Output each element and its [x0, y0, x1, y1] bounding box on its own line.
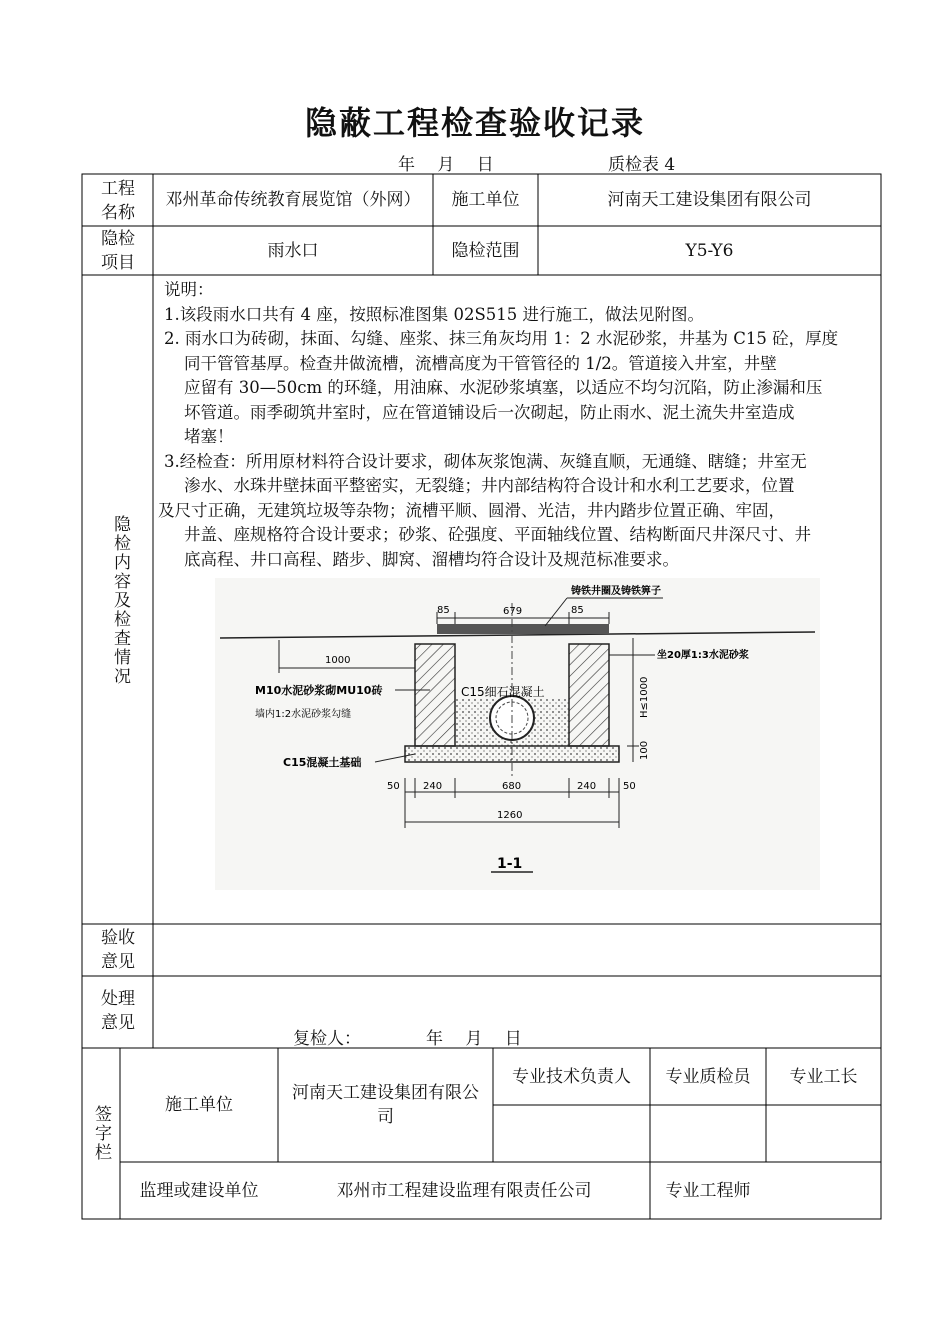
cast-iron-cover: [437, 624, 609, 634]
inspection-range-label: 隐检范围: [451, 240, 520, 261]
header-date: 年 月 日: [398, 155, 494, 175]
desc-line: 坏管道。雨季砌筑井室时，应在管道铺设后一次砌起，防止雨水、泥土流失井室造成: [184, 402, 795, 422]
depth-label: H≤1000: [639, 676, 650, 718]
qc-inspector-label: 专业质检员: [665, 1066, 751, 1087]
section-label: 1-1: [497, 856, 523, 872]
desc-line: 1.该段雨水口共有 4 座，按照标准图集 02S515 进行施工，做法见附图。: [164, 304, 705, 324]
dim-50-right: 50: [623, 781, 636, 792]
right-brick-wall: [569, 644, 609, 746]
desc-line: 井盖、座规格符合设计要求；砂浆、砼强度、平面轴线位置、结构断面尺井深尺寸、井: [184, 525, 811, 544]
desc-line: 3.经检查：所用原材料符合设计要求，砌体灰浆饱满、灰缝直顺，无通缝、瞎缝；井室无: [164, 451, 807, 471]
mortar-label: 坐20厚1:3水泥砂浆: [657, 650, 749, 661]
construction-unit-sign-value: 河南天工建设集团有限公司: [292, 1083, 479, 1127]
desc-line: 堵塞！: [184, 427, 234, 446]
construction-unit-sign-label: 施工单位: [165, 1095, 233, 1115]
inspection-item-value: 雨水口: [267, 240, 319, 261]
construction-unit-label: 施工单位: [451, 190, 520, 210]
cover-label: 铸铁井圈及铸铁箅子: [571, 586, 661, 597]
foreman-label: 专业工长: [789, 1066, 858, 1087]
acceptance-opinion-label: 验收意见: [101, 928, 135, 972]
form-number: 质检表 4: [608, 155, 676, 175]
dim-679: 679: [503, 606, 523, 617]
content-label: 隐检内容及检查情况: [110, 514, 130, 686]
tech-lead-label: 专业技术负责人: [512, 1066, 631, 1087]
infill-label: C15细石混凝土: [461, 685, 545, 699]
desc-line: 渗水、水珠井壁抹面平整密实，无裂缝；井内部结构符合设计和水利工艺要求，位置: [184, 476, 795, 495]
desc-line: 说明：: [164, 280, 214, 299]
engineer-label: 专业工程师: [665, 1180, 751, 1201]
supervision-unit-value: 邓州市工程建设监理有限责任公司: [336, 1180, 592, 1201]
page-title: 隐蔽工程检查验收记录: [304, 104, 645, 142]
project-name-label: 工程名称: [101, 178, 135, 223]
dim-1000: 1000: [325, 655, 351, 666]
dim-50-left: 50: [387, 781, 400, 792]
rainwater-inlet-section-drawing: [215, 578, 820, 890]
wall-label-1: M10水泥砂浆砌MU10砖: [255, 684, 383, 697]
dim-1260: 1260: [497, 810, 523, 821]
wall-label-2: 墙内1:2水泥砂浆勾缝: [255, 709, 352, 720]
inspection-range-value: Y5-Y6: [685, 240, 734, 261]
dim-85-left: 85: [437, 605, 450, 616]
project-name-value: 邓州革命传统教育展览馆（外网）: [165, 190, 421, 210]
dim-240-left: 240: [423, 781, 443, 792]
recheck-date: 年 月 日: [426, 1029, 522, 1049]
supervision-unit-label: 监理或建设单位: [139, 1180, 259, 1201]
inspection-item-label: 隐检项目: [101, 229, 135, 273]
dim-85-right: 85: [571, 605, 584, 616]
dim-240-right: 240: [577, 781, 597, 792]
construction-unit-value: 河南天工建设集团有限公司: [607, 190, 812, 210]
left-brick-wall: [415, 644, 455, 746]
desc-line: 底高程、井口高程、踏步、脚窝、溜槽均符合设计及规范标准要求。: [184, 549, 679, 569]
handling-opinion-label: 处理意见: [101, 989, 135, 1033]
signature-label: 签字栏: [91, 1105, 111, 1162]
desc-line: 应留有 30—50cm 的环缝，用油麻、水泥砂浆填塞，以适应不均匀沉陷，防止渗漏和压: [184, 378, 823, 397]
dim-100: 100: [639, 740, 650, 760]
recheck-person-label: 复检人：: [293, 1029, 361, 1049]
inspection-description: [158, 278, 876, 572]
dim-680: 680: [502, 781, 522, 792]
desc-line: 同干管管基厚。检查井做流槽，流槽高度为干管管径的 1/2。管道接入井室，井壁: [184, 353, 777, 373]
desc-line: 及尺寸正确，无建筑垃圾等杂物；流槽平顺、圆滑、光洁，井内踏步位置正确、牢固，: [158, 500, 785, 520]
desc-line: 2. 雨水口为砖砌，抹面、勾缝、座浆、抹三角灰均用 1：2 水泥砂浆，井基为 C15 砼，厚度: [164, 329, 839, 348]
base-label: C15混凝土基础: [283, 756, 362, 769]
